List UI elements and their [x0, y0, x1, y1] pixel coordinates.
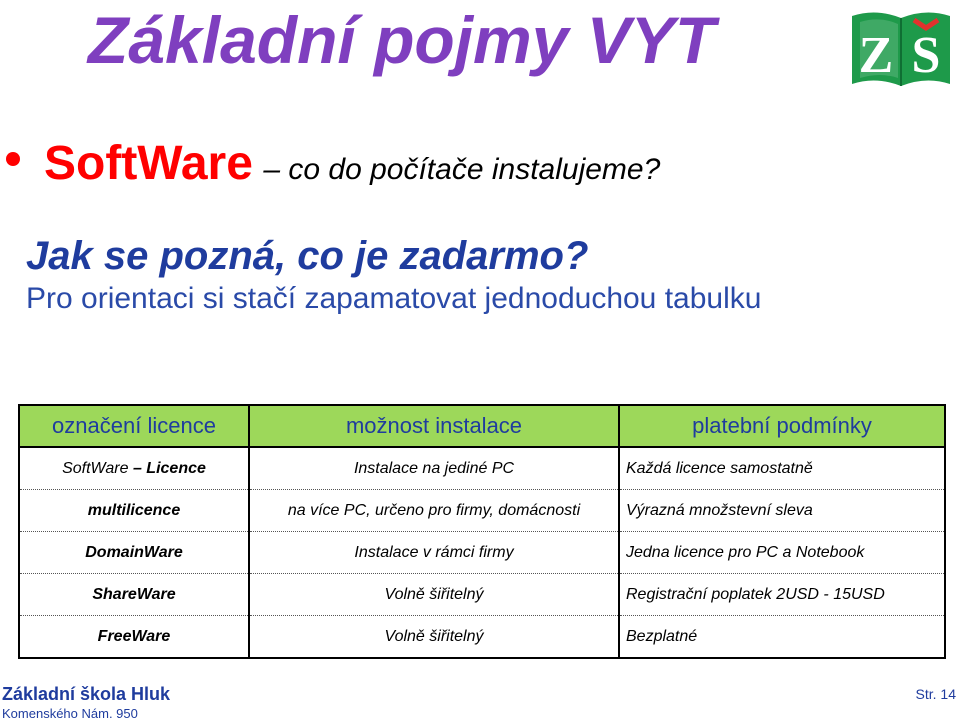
software-highlight: SoftWare — [44, 137, 253, 190]
school-logo — [848, 6, 954, 90]
table-row — [19, 532, 945, 574]
cell-license: FreeWare — [19, 616, 249, 659]
license-table — [18, 404, 946, 659]
cell-payment: Registrační poplatek 2USD - 15USD — [619, 574, 945, 616]
cell-installation: Instalace na jediné PC — [249, 447, 619, 490]
cell-license: SoftWare – Licence — [19, 447, 249, 490]
cell-payment: Výrazná množstevní sleva — [619, 490, 945, 532]
slide-title: Základní pojmy VYT — [88, 3, 716, 77]
bullet-dot — [6, 152, 20, 166]
subtitle-text: Pro orientaci si stačí zapamatovat jednoduchou tabulku — [26, 282, 762, 315]
header-payment: platební podmínky — [619, 405, 945, 447]
table-row — [19, 447, 945, 490]
cell-payment: Každá licence samostatně — [619, 447, 945, 490]
table-header-row — [19, 405, 945, 447]
svg-text:Z: Z — [858, 27, 894, 84]
bullet-line — [44, 136, 660, 191]
cell-license: DomainWare — [19, 532, 249, 574]
table-row — [19, 490, 945, 532]
cell-payment: Bezplatné — [619, 616, 945, 659]
cell-installation: Instalace v rámci firmy — [249, 532, 619, 574]
footer-address: Komenského Nám. 950 — [2, 706, 138, 721]
cell-installation: na více PC, určeno pro firmy, domácnosti — [249, 490, 619, 532]
cell-license: multilicence — [19, 490, 249, 532]
page-number: Str. 14 — [915, 686, 956, 702]
bullet-rest: – co do počítače instalujeme? — [263, 153, 661, 186]
cell-license: ShareWare — [19, 574, 249, 616]
table-row — [19, 616, 945, 659]
table-row — [19, 574, 945, 616]
footer-school-name: Základní škola Hluk — [2, 684, 171, 704]
svg-text:S: S — [911, 27, 941, 84]
question-heading: Jak se pozná, co je zadarmo? — [26, 234, 589, 278]
cell-payment: Jedna licence pro PC a Notebook — [619, 532, 945, 574]
header-license-type: označení licence — [19, 405, 249, 447]
cell-installation: Volně šiřitelný — [249, 574, 619, 616]
header-installation: možnost instalace — [249, 405, 619, 447]
cell-installation: Volně šiřitelný — [249, 616, 619, 659]
book-logo-icon — [848, 6, 954, 90]
